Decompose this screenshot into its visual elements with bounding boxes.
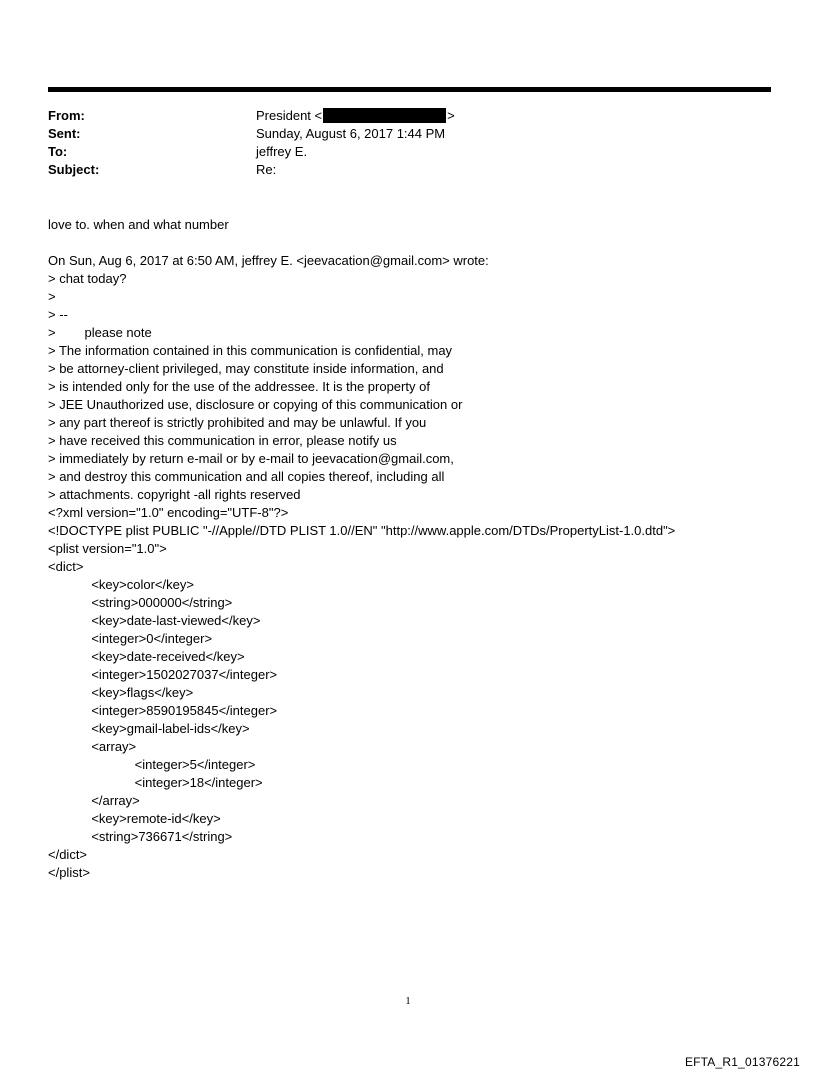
quoted-line: <key>remote-id</key> (48, 811, 221, 826)
sent-row (48, 125, 748, 143)
quoted-line: > please note (48, 325, 152, 340)
sent-label: Sent: (48, 126, 81, 141)
quoted-line: <integer>1502027037</integer> (48, 667, 278, 682)
quoted-line: <plist version="1.0"> (48, 541, 167, 556)
bates-number: EFTA_R1_01376221 (684, 1055, 800, 1069)
quoted-line: On Sun, Aug 6, 2017 at 6:50 AM, jeffrey E. <jeevacation@gmail.com> wrote: (48, 253, 489, 268)
quoted-line: <array> (48, 739, 137, 754)
to-label: To: (48, 144, 68, 159)
quoted-line: > (48, 289, 56, 304)
quoted-line: > be attorney-client privileged, may constitute inside information, and (48, 361, 444, 376)
subject-label: Subject: (48, 162, 100, 177)
from-label: From: (48, 108, 85, 123)
quoted-line: <integer>5</integer> (48, 757, 256, 772)
from-close: > (447, 108, 455, 123)
quoted-line: <key>gmail-label-ids</key> (48, 721, 250, 736)
from-name: President < (256, 108, 323, 123)
quoted-line: > attachments. copyright -all rights reserved (48, 487, 301, 502)
from-row (48, 107, 748, 125)
quoted-line: > immediately by return e-mail or by e-mail to jeevacation@gmail.com, (48, 451, 454, 466)
page-number: 1 (405, 995, 411, 1007)
quoted-line: > any part thereof is strictly prohibited and may be unlawful. If you (48, 415, 427, 430)
quoted-line: > chat today? (48, 271, 127, 286)
reply-text: love to. when and what number (48, 217, 229, 232)
quoted-line: <string>000000</string> (48, 595, 233, 610)
quoted-line: <integer>18</integer> (48, 775, 263, 790)
to-value: jeffrey E. (256, 144, 308, 159)
quoted-line: <dict> (48, 559, 84, 574)
quoted-line: > have received this communication in error, please notify us (48, 433, 397, 448)
email-header (48, 107, 748, 179)
quoted-line: <integer>8590195845</integer> (48, 703, 278, 718)
quoted-line: <key>date-received</key> (48, 649, 245, 664)
sent-value: Sunday, August 6, 2017 1:44 PM (256, 126, 446, 141)
subject-row (48, 161, 748, 179)
quoted-line: > and destroy this communication and all copies thereof, including all (48, 469, 445, 484)
quoted-line: > -- (48, 307, 68, 322)
header-divider (48, 87, 771, 92)
quoted-line: > The information contained in this communication is confidential, may (48, 343, 453, 358)
quoted-line: <!DOCTYPE plist PUBLIC "-//Apple//DTD PLIST 1.0//EN" "http://www.apple.com/DTDs/PropertyList-1.0.dtd"> (48, 523, 676, 538)
quoted-line: <string>736671</string> (48, 829, 233, 844)
quoted-line: <key>date-last-viewed</key> (48, 613, 261, 628)
quoted-line: > is intended only for the use of the addressee. It is the property of (48, 379, 430, 394)
subject-value: Re: (256, 162, 277, 177)
quoted-line: <key>flags</key> (48, 685, 194, 700)
redaction-bar (323, 108, 446, 123)
email-body (48, 216, 768, 882)
quoted-line: <key>color</key> (48, 577, 194, 592)
to-row (48, 143, 748, 161)
from-value (256, 107, 455, 125)
quoted-line: </dict> (48, 847, 88, 862)
quoted-message (48, 252, 768, 882)
paragraph-gap (48, 234, 768, 252)
quoted-line: <?xml version="1.0" encoding="UTF-8"?> (48, 505, 289, 520)
quoted-line: </plist> (48, 865, 90, 880)
quoted-line: <integer>0</integer> (48, 631, 213, 646)
quoted-line: > JEE Unauthorized use, disclosure or copying of this communication or (48, 397, 463, 412)
quoted-line: </array> (48, 793, 140, 808)
